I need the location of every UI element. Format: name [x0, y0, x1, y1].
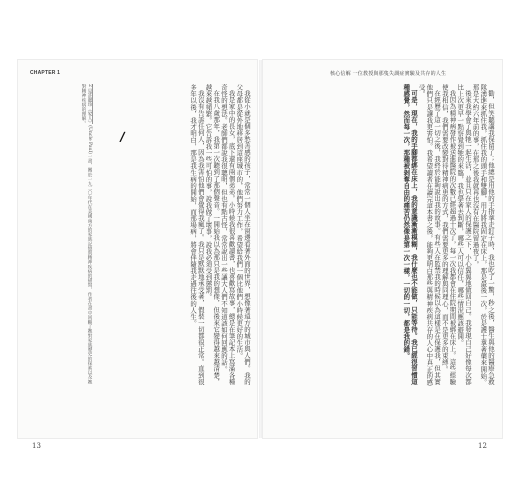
- paragraph: 我是家中的長女，底下還有兩個弟弟。小時候我很喜歡讀書，也喜歡寫故事，總是在筆記本上寫滿各種奇怪的想法。老師們都說我很聰明，但也有點古怪，常常說出一些讓大人們不知道該如何回應的話。: [219, 84, 236, 386]
- right-page-text: [272, 84, 494, 388]
- paragraph: 在經歷了這一切之後，我終於能夠說出我的故事。有些人在監禁我的時候以為這樣是在保護我，但其實他們只是讓我更害怕。我希望讀者在讀完這本書之後，能夠更明白那些與精神疾病共存的人心中真正的感受。: [417, 84, 442, 386]
- paragraph: 我從小就是個多愁善感的孩子，常常一個人坐在窗邊看著外面的世界，想像著遠方的城市與人們。我的父母都是從外地移居到這座城市的，他們努力工作，希望給我們一個比他們小時候更好的生活。: [235, 84, 251, 386]
- paragraph: 在我八歲那年，我第一次聽到了那個聲音。一開始我以為那只是我的想像，但後來它變得越來越清楚，越來越頻繁。它告訴我一些可怕的事，說我做了壞事，說我必須受到懲罰。: [204, 84, 221, 386]
- running-title: 核心信解 一位教授與那隻失調症實驗及共存的人生: [330, 71, 447, 77]
- handwritten-mark: /: [118, 129, 126, 146]
- paragraph: 後來我學會了與牠一起生活，並且只在家人的保護之下，小心翼翼地做回自己。我發現自己好像每次都比上次更早一點察覺到牠的來臨，我也學著去判斷，哪些人可以信任，哪些情況應該避開。: [456, 84, 472, 386]
- page-number-right: 12: [478, 442, 487, 450]
- footnote: 2 見許麗珍《家人》(Uncle Paul)一書，關於一九二〇年代在美國南方的家族記憶與精神疾病的描寫，作者在書中回顧了她對家族歷史的探索以及她對精神疾病的理解。: [81, 84, 92, 384]
- footnote-rule: [92, 84, 93, 124]
- paragraph: 勸，但笑聽講我保留了；他總是用他的手指拿走釘子時，我也吃了一驚，秒之後，醫生與他的醫療急救隊湧進來抓住我，抓住我的頭手和雙腳，用力將我固定在床上，那是最後一次，於是護士拿著藥來開始。那是大約六年前的事，在那之後我就再也沒有在醫院留過夜了。: [471, 84, 495, 386]
- page-number-left: 13: [32, 442, 41, 450]
- chapter-label: CHAPTER 1: [30, 70, 61, 76]
- book-gutter: [259, 60, 262, 438]
- paragraph: 我因為精神病發作被送進醫院的次數已經超過十次了，每一次我都會在住院期間被綁在床上。這些經驗使我相信，我們需要改變對待精神病患的方式，我們需要更多的理解與同理心，而不是更多的束縛。: [440, 84, 457, 386]
- paragraph: 可是，現在，我的手腳都綁在床上，我的意識漸漸模糊，我什麼也不能做，只能等待。我已經很習慣這種感覺，然而每一次，那種被剝奪自由的痛苦仍然像是第一次一樣，一切的一切，都是我的錯。: [402, 84, 418, 386]
- paragraph: 我沒有告訴任何人，因為我害怕他們會覺得我瘋了。我只是默默地承受著，假裝一切都很正常。直到很多年以後，我才明白，那是我生病的開始，而那場病，將會伴隨我走過往後的人生。: [189, 84, 205, 386]
